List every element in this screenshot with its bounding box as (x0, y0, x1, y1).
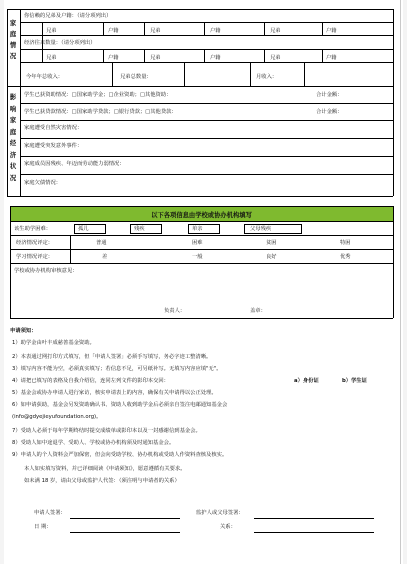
table-border-right (393, 9, 394, 196)
relation-line[interactable] (254, 532, 374, 533)
person-in-charge-label: 负责人： (164, 308, 186, 314)
economic-contacts-label: 经济往来数量：（请分项列出） (24, 40, 96, 46)
member-count-label: 兄弟总数量： (120, 74, 152, 80)
family-members-label: 你信赖的兄弟及户籍：（请分项列出） (24, 13, 112, 19)
debt-row: 家庭欠债情况： (24, 180, 62, 186)
accident-row: 家庭遭受突发意外事件： (24, 143, 83, 149)
aid-received-row: 学生已获资助情况：□国家助学金；□企业资助；□其他资助： (24, 92, 172, 98)
annual-income-label: 今年年总收入： (26, 74, 64, 80)
guardian-signature-label: 监护人或父母签署： (196, 510, 244, 516)
guardian-signature-line[interactable] (254, 518, 374, 519)
seal-label: 盖章： (250, 308, 266, 314)
doc-student-card: b）学生证 (342, 378, 367, 384)
disability-row: 家庭成员因残疾、年迈而劳动能力弱情况： (24, 161, 125, 167)
declaration-line-2: 如未满 18 岁，请由父母或监护人代签：（须注明与申请者的关系） (24, 478, 180, 484)
economic-factors-side-label: 影 响 家 庭 经 济 状 况 (9, 94, 17, 182)
table-border-top (7, 9, 393, 10)
family-status-side-label: 家 庭 情 况 (9, 20, 17, 60)
doc-id-card: a）身份证 (294, 378, 319, 384)
page-edge (400, 0, 401, 564)
application-form-page: 家 庭 情 况 你信赖的兄弟及户籍：（请分项列出） 兄弟 户籍 兄弟 户籍 兄弟 户籍 经济往来数量：（请分项列出） 兄弟 户籍 兄弟 户籍 兄弟 户籍 今年年总收入： 兄弟总数量： 月收入： 影 响 家 庭 经 济 状 况 学生已获资助情况：□国家助学金；□企业资助；□其他资助： 合计金额： 学生已获贷款情况：□国家助学贷款；□银行贷款；□其他贷款： 合计金额： 家庭遭受自然灾害情况： 家庭遭受突发意外事件： 家庭成员因残疾、年迈而劳动能力弱情况： 家庭欠债情况： 以下各项信息由学校或协办机构填写 该生助学困难： 孤儿 残疾 单亲 父母残疾 经济情况评定： 普通 困难 贫困 特困 学习情况评定： 差 一般 良好 优秀 学校或协办机构审核意见： 负责人： 盖章： 申请须知： 1）助学金由叶丰成慈善基金资助。 2）本表通过网打印方式填写，但「申请人签署」必须手写填写，务必字迹工整清晰。 3）填写内容不能为空，必须真实填写；若信息不足，可另纸补写。无填写内容应填"无"。 4）请把已填写的表格及自我介绍信，连同左列文件的影印本交回： a）身份证 b）学生证 5）基金会或协办申请人进行家访，核实申请表上的内容，确保有关申请得以公正处理。 6）如申请获助，基金会另发资助确认书、资助人收到助学金后必须亲自签注电邮通知基金会 (info@gdyejieyufoundation.org)。 7）受助人必须于每年学期终结时提交成绩单或影印本以及一封感谢信到基金会。 8）受助人如中途退学、受助人、学校或协办机构须及时通知基金会。 9）申请人的个人资料会严加保密，但会向受助学校、协办机构或受助人作资料查核及核实。 本人如实填写资料，并已详细阅读《申请须知》，愿意遵循有关要求。 如未满 18 岁，请由父母或监护人代签：（须注明与申请者的关系） 申请人签署： 监护人或父母签署： 日 期： 关系： (4, 0, 403, 564)
applicant-signature-label: 申请人签署： (34, 510, 66, 516)
date-label: 日 期： (34, 524, 52, 530)
table-border-left (7, 9, 8, 196)
loan-received-row: 学生已获贷款情况：□国家助学贷款；□银行贷款；□其他贷款： (24, 109, 177, 115)
date-line[interactable] (70, 532, 180, 533)
natural-disaster-row: 家庭遭受自然灾害情况： (24, 125, 83, 131)
monthly-income-label: 月收入： (256, 74, 278, 80)
school-section-header (10, 206, 393, 221)
notes-heading: 申请须知： (10, 328, 37, 334)
declaration-line-1: 本人如实填写资料，并已详细阅读《申请须知》，愿意遵循有关要求。 (24, 466, 186, 472)
applicant-signature-line[interactable] (70, 518, 180, 519)
relation-label: 关系： (220, 524, 236, 530)
school-section-title: 以下各项信息由学校或协办机构填写 (151, 212, 252, 219)
school-opinion-label: 学校或协办机构审核意见： (14, 268, 78, 274)
